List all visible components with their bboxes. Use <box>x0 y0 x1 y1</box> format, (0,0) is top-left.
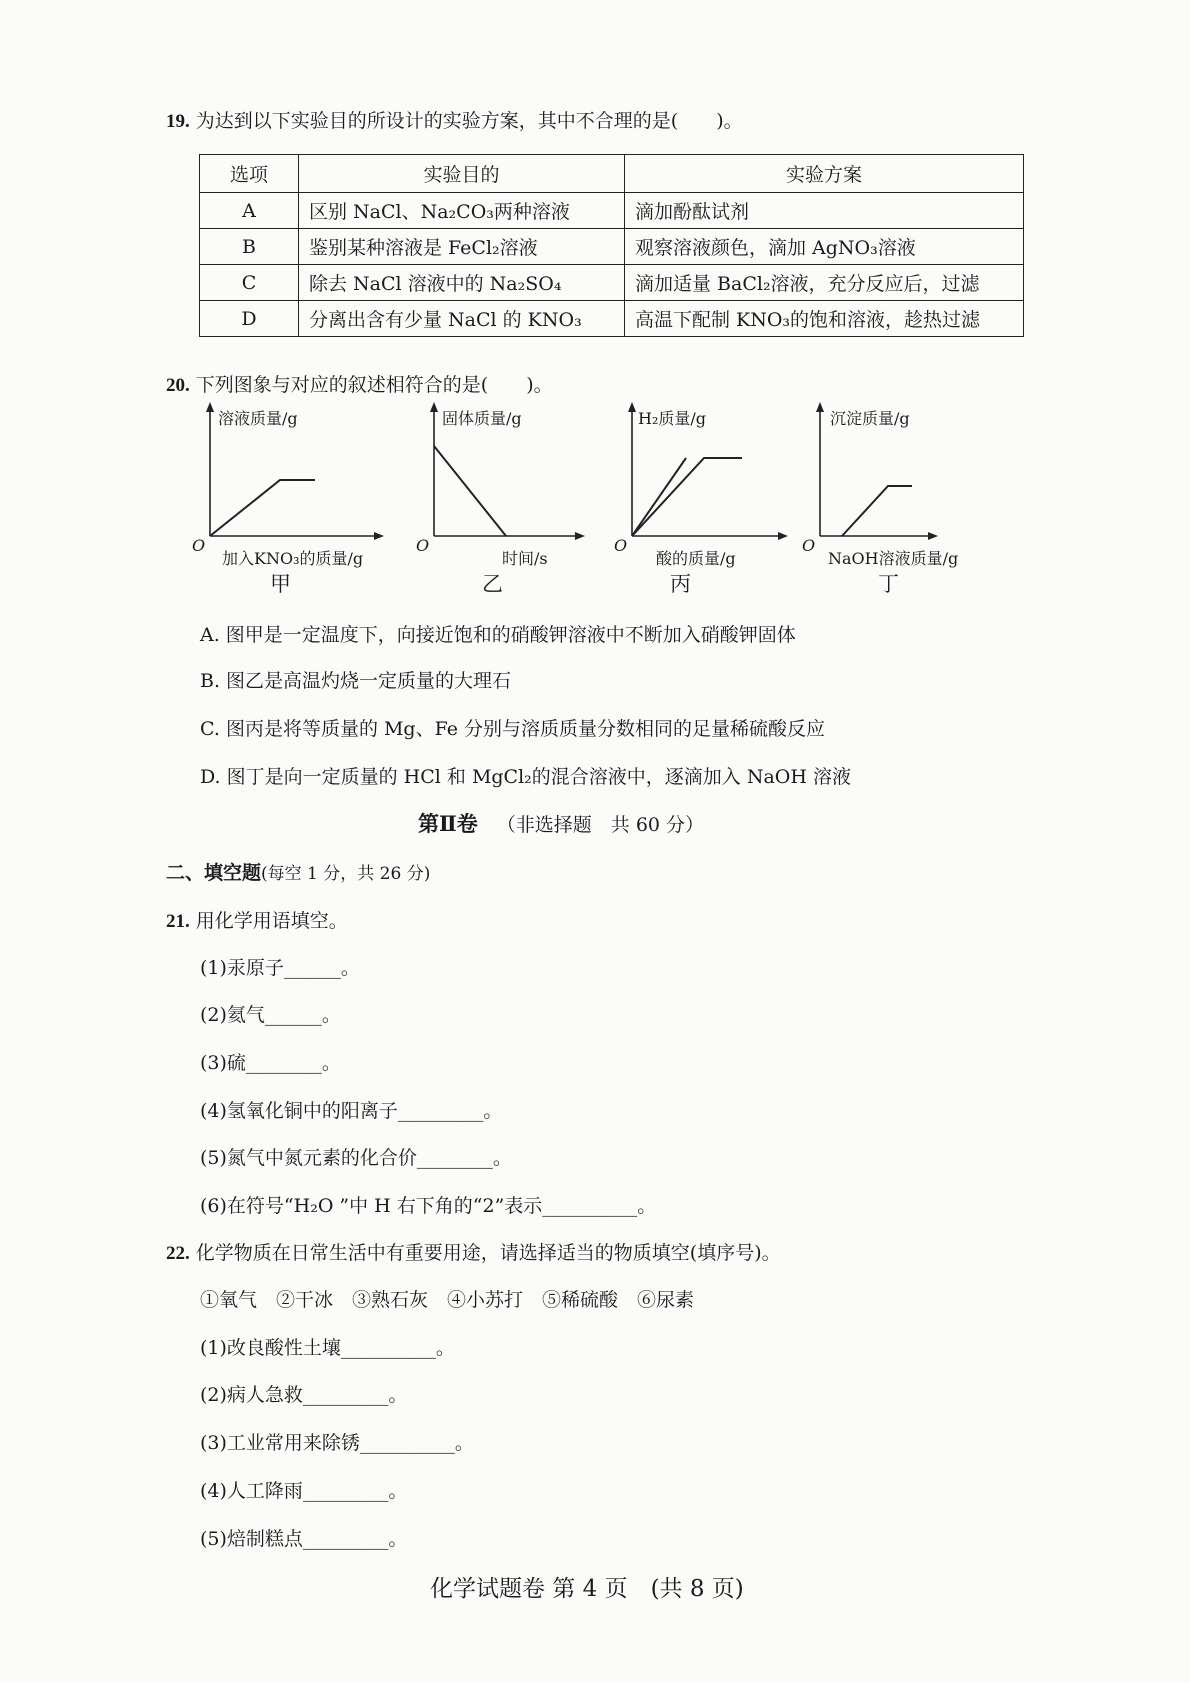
section-heading <box>418 808 704 838</box>
q21-item-1: (1)汞原子______。 <box>200 957 360 979</box>
part-title: 二、填空题 <box>166 862 262 884</box>
q22-item-5: (5)焙制糕点_________。 <box>200 1528 408 1550</box>
q21-item-6: (6)在符号“H₂O ”中 H 右下角的“2”表示__________。 <box>200 1195 657 1217</box>
option-a: A. 图甲是一定温度下，向接近饱和的硝酸钾溶液中不断加入硝酸钾固体 <box>200 624 796 646</box>
q22-item-3: (3)工业常用来除锈__________。 <box>200 1432 474 1454</box>
q22-item-1: (1)改良酸性土壤__________。 <box>200 1337 455 1359</box>
part-note: (每空 1 分，共 26 分) <box>261 864 431 884</box>
graph-origin: O <box>614 536 628 555</box>
question-text: 为达到以下实验目的所设计的实验方案，其中不合理的是( )。 <box>195 110 743 132</box>
table-row <box>200 301 1024 337</box>
graph-ylabel: 溶液质量/g <box>218 409 298 428</box>
q22-item-4: (4)人工降雨_________。 <box>200 1480 408 1502</box>
table-cell: C <box>200 265 299 301</box>
q21-item-3: (3)硫________。 <box>200 1052 341 1074</box>
page-footer: 化学试题卷 第 4 页 (共 8 页) <box>430 1576 744 1602</box>
q21-item-4: (4)氢氧化铜中的阳离子_________。 <box>200 1100 503 1122</box>
graph-ylabel: H₂质量/g <box>638 409 707 428</box>
graph-name: 丁 <box>878 572 899 596</box>
table-cell: A <box>200 193 299 229</box>
table-cell: 滴加酚酞试剂 <box>625 193 1024 229</box>
question-number: 19. <box>166 111 190 132</box>
part-heading <box>166 858 430 885</box>
table-cell: D <box>200 301 299 337</box>
table-header: 选项 <box>200 155 299 193</box>
table-header: 实验目的 <box>299 155 625 193</box>
graph-xlabel: NaOH溶液质量/g <box>828 549 959 568</box>
graph-name: 丙 <box>670 572 691 596</box>
question-number: 22. <box>166 1243 190 1264</box>
table-row <box>200 229 1024 265</box>
graph-origin: O <box>802 536 816 555</box>
question-22 <box>166 1238 781 1265</box>
table-header: 实验方案 <box>625 155 1024 193</box>
question-text: 下列图象与对应的叙述相符合的是( )。 <box>195 374 553 396</box>
q22-item-2: (2)病人急救_________。 <box>200 1384 408 1406</box>
graph-xlabel: 加入KNO₃的质量/g <box>222 549 364 568</box>
graph-xlabel: 时间/s <box>502 549 548 568</box>
table-cell: 除去 NaCl 溶液中的 Na₂SO₄ <box>299 265 625 301</box>
question-19 <box>166 106 743 133</box>
question-text: 用化学用语填空。 <box>195 910 348 932</box>
table-cell: B <box>200 229 299 265</box>
table-row <box>200 193 1024 229</box>
question-20 <box>166 370 553 397</box>
graph-bing <box>614 408 802 596</box>
table-cell: 鉴别某种溶液是 FeCl₂溶液 <box>299 229 625 265</box>
graph-xlabel: 酸的质量/g <box>656 549 736 568</box>
graph-ylabel: 固体质量/g <box>442 409 522 428</box>
graph-ding <box>802 408 990 596</box>
question-21 <box>166 906 348 933</box>
table-cell: 区别 NaCl、Na₂CO₃两种溶液 <box>299 193 625 229</box>
table-header-row <box>200 155 1024 193</box>
graph-ylabel: 沉淀质量/g <box>830 409 910 428</box>
graph-origin: O <box>192 536 206 555</box>
q21-item-5: (5)氮气中氮元素的化合价________。 <box>200 1147 512 1169</box>
table-cell: 分离出含有少量 NaCl 的 KNO₃ <box>299 301 625 337</box>
table-cell: 观察溶液颜色，滴加 AgNO₃溶液 <box>625 229 1024 265</box>
graph-origin: O <box>416 536 430 555</box>
graph-name: 甲 <box>270 572 291 596</box>
q21-item-2: (2)氦气______。 <box>200 1004 341 1026</box>
section-title: 第Ⅱ卷 <box>418 811 478 836</box>
graph-jia <box>192 408 380 596</box>
question-number: 20. <box>166 375 190 396</box>
graph-yi <box>416 408 604 596</box>
section-subtitle: （非选择题 共 60 分） <box>496 814 705 836</box>
table-row <box>200 265 1024 301</box>
table-cell: 滴加适量 BaCl₂溶液，充分反应后，过滤 <box>625 265 1024 301</box>
table-cell: 高温下配制 KNO₃的饱和溶液，趁热过滤 <box>625 301 1024 337</box>
question-number: 21. <box>166 911 190 932</box>
graph-name: 乙 <box>482 572 503 596</box>
option-c: C. 图丙是将等质量的 Mg、Fe 分别与溶质质量分数相同的足量稀硫酸反应 <box>200 718 826 740</box>
experiment-table <box>199 154 1024 337</box>
option-b: B. 图乙是高温灼烧一定质量的大理石 <box>200 670 512 692</box>
option-d: D. 图丁是向一定质量的 HCl 和 MgCl₂的混合溶液中，逐滴加入 NaOH 溶液 <box>200 766 851 788</box>
question-text: 化学物质在日常生活中有重要用途，请选择适当的物质填空(填序号)。 <box>195 1242 781 1264</box>
q22-choices: ①氧气 ②干冰 ③熟石灰 ④小苏打 ⑤稀硫酸 ⑥尿素 <box>200 1289 695 1311</box>
